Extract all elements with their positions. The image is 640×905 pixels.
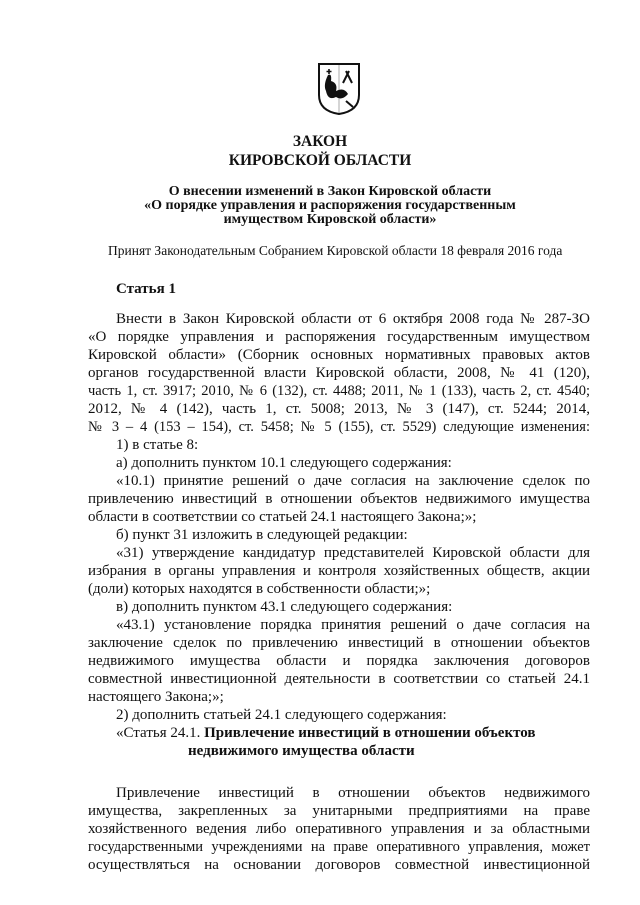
text-line: 2) дополнить статьей 24.1 следующего содержания: (116, 707, 447, 723)
text-line: 2012, № 4 (142), часть 1, ст. 5008; 2013, № 3 (147), ст. 5244; 2014, (88, 401, 590, 417)
text-line: «43.1) установление порядка принятия решений о даче согласия на (116, 617, 590, 633)
text-line: часть 1, ст. 3917; 2010, № 6 (132), ст. 4488; 2011, № 1 (133), часть 2, ст. 4540; (88, 383, 590, 399)
law-subtitle-line: имуществом Кировской области» (223, 212, 437, 227)
law-subtitle-line: «О порядке управления и распоряжения государственным (144, 198, 516, 213)
text-line: «10.1) принятие решений о даче согласия на заключение сделок по (116, 473, 590, 489)
coat-of-arms-icon (316, 61, 362, 116)
new-article-heading (116, 724, 536, 742)
text-line: избрания в органы управления и контроля хозяйственных обществ, акции (88, 563, 590, 579)
adoption-note: Принят Законодательным Собранием Кировской области 18 февраля 2016 года (108, 243, 563, 258)
text-line: заключение сделок по привлечению инвестиций в отношении объектов (88, 635, 590, 651)
text-line: 1) в статье 8: (116, 437, 199, 453)
text-line: настоящего Закона;»; (88, 689, 224, 705)
text-line: осуществляться на основании договоров совместной инвестиционной (88, 857, 590, 873)
text-line: органов государственной власти Кировской области, 2008, № 41 (120), (88, 365, 590, 381)
text-line: Кировской области» (Сборник основных нормативных правовых актов (88, 347, 590, 363)
text-line: «31) утверждение кандидатур представителей Кировской области для (116, 545, 590, 561)
new-article-title-cont: недвижимого имущества области (188, 743, 415, 759)
text-line: а) дополнить пунктом 10.1 следующего содержания: (116, 455, 452, 471)
text-line: Привлечение инвестиций в отношении объектов недвижимого (116, 785, 590, 801)
law-subtitle-line: О внесении изменений в Закон Кировской области (168, 184, 492, 199)
text-line: «О порядке управления и распоряжения государственным имуществом (88, 329, 590, 345)
text-line: совместной инвестиционной деятельности в соответствии со статьей 24.1 (88, 671, 590, 687)
new-article-title: Привлечение инвестиций в отношении объектов (204, 725, 536, 741)
article-heading: Статья 1 (116, 281, 176, 297)
text-line: в) дополнить пунктом 43.1 следующего содержания: (116, 599, 453, 615)
text-line: хозяйственного ведения либо оперативного управления и за областными (88, 821, 590, 837)
law-region: КИРОВСКОЙ ОБЛАСТИ (228, 152, 412, 169)
new-article-label: «Статья 24.1. (116, 725, 205, 741)
text-line: области в соответствии со статьей 24.1 настоящего Закона;»; (88, 509, 477, 525)
text-line: привлечению инвестиций в отношении объектов недвижимого имущества (88, 491, 590, 507)
law-title: ЗАКОН (292, 133, 348, 150)
text-line: недвижимого имущества области и порядка заключения договоров (88, 653, 590, 669)
text-line: Внести в Закон Кировской области от 6 октября 2008 года № 287-ЗО (116, 311, 590, 327)
text-line: (доли) которых находятся в собственности области;»; (88, 581, 431, 597)
text-line: государственными учреждениями на праве оперативного управления, может (88, 839, 590, 855)
text-line: имущества, закрепленных за унитарными предприятиями на праве (88, 803, 590, 819)
text-line: № 3 – 4 (153 – 154), ст. 5458; № 5 (155), ст. 5529) следующие изменения: (88, 419, 590, 435)
text-line: б) пункт 31 изложить в следующей редакции: (116, 527, 408, 543)
